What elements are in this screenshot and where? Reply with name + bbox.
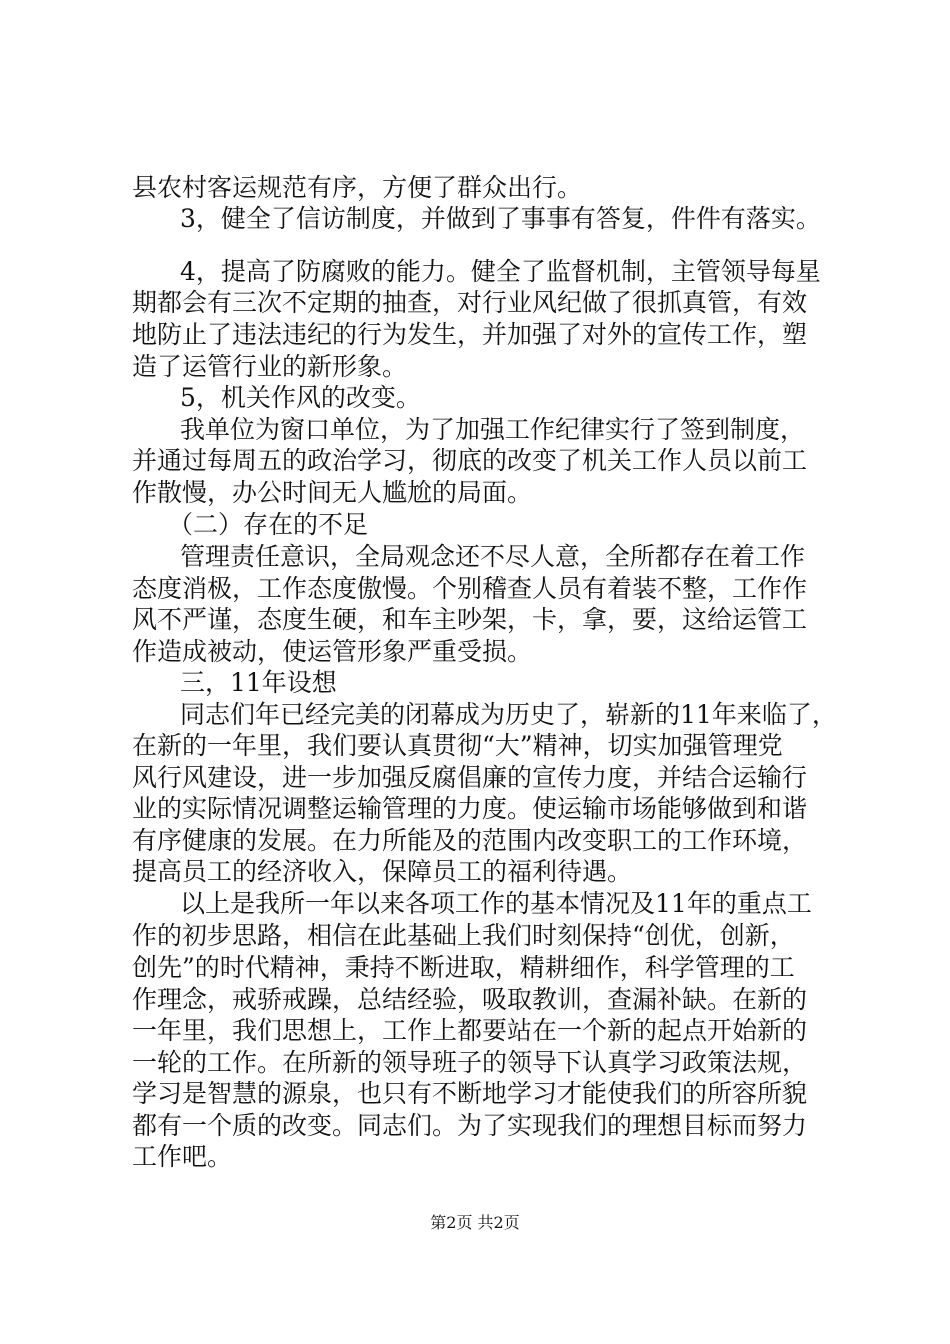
text-line: 3，健全了信访制度，并做到了事事有答复，件件有落实。 xyxy=(180,204,821,233)
text-line: 作散慢，办公时间无人尴尬的局面。 xyxy=(132,478,533,507)
text-line: 作的初步思路，相信在此基础上我们时刻保持“创优，创新， xyxy=(132,921,795,950)
text-line: 以上是我所一年以来各项工作的基本情况及11年的重点工 xyxy=(180,889,812,918)
text-line: 在新的一年里，我们要认真贯彻“大”精神，切实加强管理党 xyxy=(132,731,783,760)
text-line: 期都会有三次不定期的抽查，对行业风纪做了很抓真管，有效 xyxy=(132,288,808,317)
text-line: 工作吧。 xyxy=(132,1142,233,1171)
text-line: 业的实际情况调整运输管理的力度。使运输市场能够做到和谐 xyxy=(132,794,808,823)
text-line: 态度消极，工作态度傲慢。个别稽查人员有着装不整，工作作 xyxy=(132,574,808,603)
text-line: 都有一个质的改变。同志们。为了实现我们的理想目标而努力 xyxy=(132,1111,808,1140)
text-line: 县农村客运规范有序，方便了群众出行。 xyxy=(132,173,583,202)
text-line: 造了运管行业的新形象。 xyxy=(132,352,408,381)
text-line: 提高员工的经济收入，保障员工的福利待遇。 xyxy=(132,857,633,886)
text-line: 4，提高了防腐败的能力。健全了监督机制，主管领导每星 xyxy=(180,257,821,286)
text-line: 作造成被动，使运管形象严重受损。 xyxy=(132,637,533,666)
text-line: 一轮的工作。在所新的领导班子的领导下认真学习政策法规， xyxy=(132,1048,808,1077)
text-line: 有序健康的发展。在力所能及的范围内改变职工的工作环境， xyxy=(132,826,808,855)
text-line: 5，机关作风的改变。 xyxy=(180,383,421,412)
text-line: 同志们年已经完美的闭幕成为历史了，崭新的11年来临了， xyxy=(180,700,837,729)
text-line: 并通过每周五的政治学习，彻底的改变了机关工作人员以前工 xyxy=(132,446,808,475)
text-line: 我单位为窗口单位，为了加强工作纪律实行了签到制度， xyxy=(180,415,806,444)
page-footer: 第2页 共2页 xyxy=(430,1213,520,1232)
text-line: 风不严谨，态度生硬，和车主吵架，卡，拿，要，这给运管工 xyxy=(132,605,808,634)
text-line: 创先”的时代精神，秉持不断进取，精耕细作，科学管理的工 xyxy=(132,953,795,982)
text-line: 管理责任意识，全局观念还不尽人意，全所都存在着工作 xyxy=(180,542,806,571)
text-line: 风行风建设，进一步加强反腐倡廉的宣传力度，并结合运输行 xyxy=(132,763,808,792)
text-line: 作理念，戒骄戒躁，总结经验，吸取教训，查漏补缺。在新的 xyxy=(132,985,808,1014)
text-line: 学习是智慧的源泉，也只有不断地学习才能使我们的所容所貌 xyxy=(132,1079,808,1108)
section-heading: 三，11年设想 xyxy=(180,668,337,697)
section-heading: （二）存在的不足 xyxy=(168,510,369,539)
text-line: 地防止了违法违纪的行为发生，并加强了对外的宣传工作，塑 xyxy=(132,320,808,349)
text-line: 一年里，我们思想上，工作上都要站在一个新的起点开始新的 xyxy=(132,1016,808,1045)
